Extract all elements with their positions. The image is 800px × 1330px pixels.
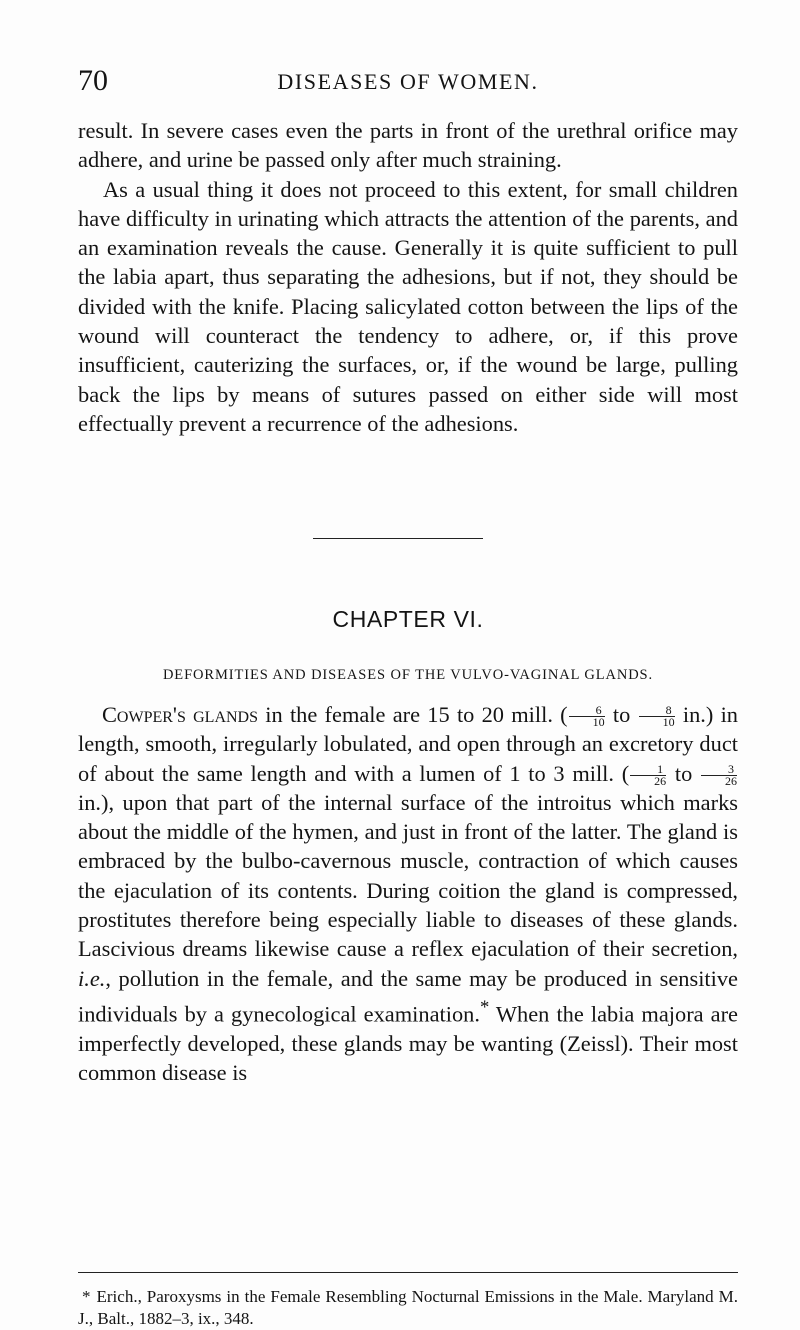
text-run: , pollution in the female, and the same may be produced in sensitive individuals by a gynecological examination. [78, 965, 738, 1027]
fraction [701, 761, 737, 788]
text-run: in the female are 15 to 20 mill. ( [258, 702, 568, 727]
lead-in-small-caps: Cowper's glands [102, 702, 259, 727]
text-run: in.) in length, smooth, irregularly lobulated, and open through an excretory duct of about the same length and with a lumen of 1 to 3 mill. ( [78, 702, 738, 786]
text-run: in.), upon that part of the internal surface of the introitus which marks about the middle of the hymen, and just in front of the latter. The gland is embraced by the bulbo-cavernous muscle, contraction of which causes the ejaculation of its contents. During coition the gland is compressed, prostitutes therefore being especially liable to diseases of these glands. Lascivious dreams likewise cause a reflex ejaculation of their secretion, [78, 789, 738, 962]
paragraph-cowpers-glands [78, 700, 738, 1087]
fraction-denominator: 26 [701, 775, 737, 787]
fraction [569, 705, 605, 728]
italic-abbreviation: i.e. [78, 965, 106, 991]
text-run: to [605, 702, 638, 727]
footnote-mark: * [82, 1287, 91, 1306]
fraction-numerator: 3 [727, 761, 734, 776]
footnote-text: Erich., Paroxysms in the Female Resembling Nocturnal Emissions in the Male. Maryland M. J., Balt., 1882–3, ix., 348. [78, 1287, 738, 1328]
paragraph-adhesions [78, 116, 738, 438]
footnote-divider [78, 1272, 738, 1273]
running-head: DISEASES OF WOMEN. [277, 69, 539, 94]
fraction-denominator: 26 [630, 775, 666, 787]
text-run: to [667, 760, 700, 786]
footnote [78, 1286, 738, 1330]
fraction [630, 761, 667, 788]
fraction-numerator: 6 [595, 703, 602, 718]
paragraph-treatment: As a usual thing it does not proceed to this extent, for small children have difficulty in urinating which attracts the attention of the parents, and an examination reveals the cause. Generally it is quite sufficient to pull the labia apart, thus separating the adhesions, but if not, they should be divided with the knife. Placing salicylated cotton between the lips of the wound will counteract the tendency to adhere, or, if this prove insufficient, cauterizing the surfaces, or, if the wound be large, pulling back the lips by means of sutures passed on either side will most effectually prevent a recurrence of the adhesions. [78, 176, 738, 436]
page-number: 70 [78, 64, 108, 97]
fraction-denominator: 10 [569, 716, 605, 728]
text-run: When the labia majora are imperfectly developed, these glands may be wanting (Zeissl). Their most common disease is [78, 1001, 738, 1086]
page-header [78, 64, 738, 104]
fraction-numerator: 8 [665, 703, 672, 718]
chapter-subtitle: DEFORMITIES AND DISEASES OF THE VULVO-VAGINAL GLANDS. [162, 667, 654, 683]
fraction-numerator: 1 [657, 761, 664, 776]
footnote-reference: * [479, 996, 490, 1018]
paragraph-body [78, 700, 738, 1087]
fraction-denominator: 10 [639, 716, 675, 728]
chapter-title: CHAPTER VI. [332, 606, 484, 632]
section-divider [313, 538, 483, 539]
paragraph-continuation: result. In severe cases even the parts in front of the urethral orifice may adhere, and urine be passed only after much straining. [78, 118, 738, 173]
fraction [639, 705, 675, 728]
